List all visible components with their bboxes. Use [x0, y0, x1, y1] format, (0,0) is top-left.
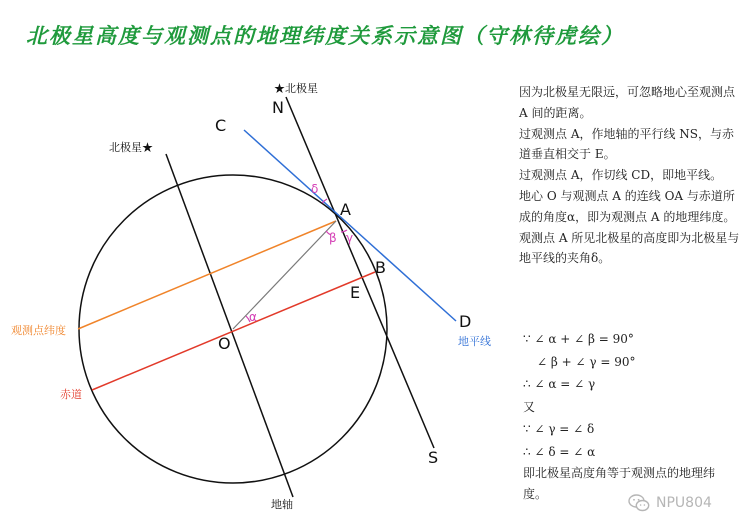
formula-line-6: ∴ ∠ δ = ∠ α	[523, 444, 596, 459]
label-E: E	[350, 283, 361, 302]
formula-line-4: 又	[523, 399, 536, 414]
proof-formulas	[523, 328, 738, 504]
formula-line-5: ∵ ∠ γ = ∠ δ	[523, 422, 595, 436]
explanation-line-5: 观测点 A 所见北极星的高度即为北极星与地平线的夹角δ。	[519, 230, 740, 266]
explanation-line-3: 过观测点 A，作切线 CD，即地平线。	[519, 168, 723, 183]
symbol-alpha: α	[249, 310, 257, 324]
explanation-line-4: 地心 O 与观测点 A 的连线 OA 与赤道所成的角度α，即为观测点 A 的地理纬度。	[519, 188, 736, 224]
formula-line-1: ∵ ∠ α + ∠ β = 90°	[523, 332, 634, 346]
latitude-line	[78, 221, 336, 329]
explanation-line-1: 因为北极星无限远，可忽略地心至观测点 A 间的距离。	[519, 85, 736, 120]
formula-conclusion: 即北极星高度角等于观测点的地理纬度。	[523, 466, 716, 501]
symbol-delta: δ	[311, 182, 319, 196]
label-D: D	[459, 312, 472, 331]
explanation-line-2: 过观测点 A，作地轴的平行线 NS，与赤道垂直相交于 E。	[519, 126, 735, 162]
label-N: N	[272, 98, 284, 117]
label-horizon: 地平线	[458, 335, 491, 348]
ns-line	[286, 97, 434, 448]
label-O: O	[218, 334, 231, 353]
symbol-gamma: γ	[346, 231, 354, 245]
wechat-icon	[628, 493, 650, 513]
watermark	[628, 491, 743, 515]
watermark-text: NPU804	[656, 495, 712, 511]
label-S: S	[428, 448, 439, 467]
formula-line-2: ∠ β + ∠ γ = 90°	[537, 354, 636, 369]
label-polaris-top: ★北极星	[274, 82, 318, 95]
explanation-text	[519, 82, 741, 269]
label-latitude-line: 观测点纬度	[11, 324, 66, 337]
symbol-beta: β	[329, 231, 337, 245]
label-C: C	[215, 116, 227, 135]
label-equator: 赤道	[60, 388, 82, 401]
formula-line-3: ∴ ∠ α = ∠ γ	[523, 377, 596, 391]
label-polaris-left: 北极星★	[109, 141, 153, 154]
label-B: B	[375, 258, 386, 277]
label-A: A	[340, 200, 351, 219]
earth-axis-line	[166, 154, 293, 497]
equator-line	[92, 272, 375, 390]
label-earth-axis: 地轴	[271, 498, 293, 511]
page-title: 北极星高度与观测点的地理纬度关系示意图（守林待虎绘）	[26, 23, 624, 48]
